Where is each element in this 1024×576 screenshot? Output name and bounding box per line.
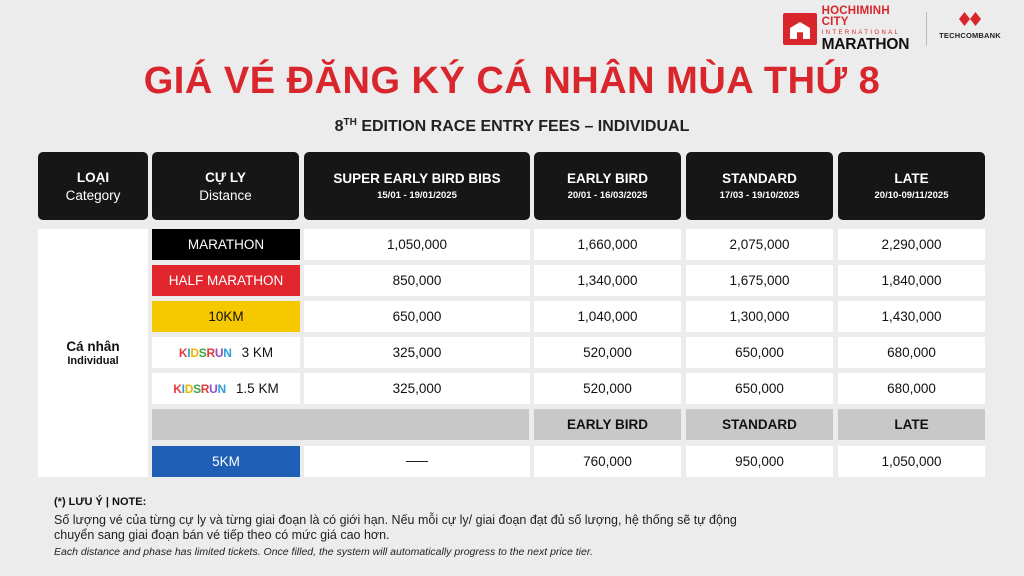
price-cell: 325,000 (304, 373, 530, 404)
distance-10km: 10KM (152, 301, 300, 332)
price-cell: 650,000 (686, 373, 833, 404)
kidsrun-logo: KIDSRUN (178, 345, 232, 360)
price-cell: 1,675,000 (686, 265, 833, 296)
header-distance (152, 152, 299, 220)
header-late (838, 152, 985, 220)
header-super-early-dates: 15/01 - 19/01/2025 (377, 190, 457, 201)
distance-kids-3km (152, 337, 300, 368)
header-late-label: LATE (894, 171, 929, 186)
price-cell: 850,000 (304, 265, 530, 296)
price-cell: 2,075,000 (686, 229, 833, 260)
subheader-early: EARLY BIRD (534, 409, 681, 440)
category-vi: Cá nhân (66, 339, 120, 354)
price-cell: 950,000 (686, 446, 833, 477)
note-english: Each distance and phase has limited tickets. Once filled, the system will automatically progress to the next price tier. (54, 546, 593, 558)
category-cell (38, 229, 148, 477)
hcmc-marathon-logo (783, 4, 919, 53)
note-vietnamese (54, 513, 994, 543)
price-cell: 650,000 (686, 337, 833, 368)
price-cell: 1,040,000 (534, 301, 681, 332)
header-category-vi: LOẠI (76, 169, 110, 185)
price-cell: 1,340,000 (534, 265, 681, 296)
techcombank-logo (930, 12, 1010, 46)
header-super-early-label: SUPER EARLY BIRD BIBS (333, 171, 501, 186)
distance-label: 1.5 KM (235, 381, 279, 396)
price-cell: 1,660,000 (534, 229, 681, 260)
price-cell: 1,430,000 (838, 301, 985, 332)
subheader-spacer (152, 409, 529, 440)
price-cell: 680,000 (838, 337, 985, 368)
price-cell: 1,050,000 (304, 229, 530, 260)
header-early-label: EARLY BIRD (566, 171, 649, 186)
header-distance-vi: CỰ LY (205, 169, 246, 185)
kidsrun-logo: KIDSRUN (173, 381, 226, 396)
header-standard (686, 152, 833, 220)
price-cell: 680,000 (838, 373, 985, 404)
price-cell: 1,300,000 (686, 301, 833, 332)
distance-kids-1-5km (152, 373, 300, 404)
price-cell: 325,000 (304, 337, 530, 368)
price-cell: 520,000 (534, 337, 681, 368)
header-late-dates: 20/10-09/11/2025 (874, 190, 949, 201)
header-early-dates: 20/01 - 16/03/2025 (567, 190, 648, 201)
header-early (534, 152, 681, 220)
distance-label: 3 KM (241, 345, 274, 360)
sponsor-name: TECHCOMBANK (939, 31, 1001, 40)
header-category-en: Category (65, 187, 121, 203)
price-cell: 650,000 (304, 301, 530, 332)
category-en: Individual (67, 355, 119, 367)
price-cell: 760,000 (534, 446, 681, 477)
subheader-late: LATE (838, 409, 985, 440)
page-title: GIÁ VÉ ĐĂNG KÝ CÁ NHÂN MÙA THỨ 8 (143, 60, 881, 102)
header-standard-dates: 17/03 - 19/10/2025 (719, 190, 800, 201)
header-distance-en: Distance (199, 187, 252, 203)
note-vi-line1: Số lượng vé của từng cự ly và từng giai đoạn là có giới hạn. Nếu mỗi cự ly/ giai đoạn đạt đủ số lượng, hệ thống sẽ tự động (54, 513, 737, 527)
price-cell: 1,050,000 (838, 446, 985, 477)
dash-icon (406, 461, 428, 463)
distance-marathon: MARATHON (152, 229, 300, 260)
logo-line-international: INTERNATIONAL (821, 29, 901, 36)
note-vi-line2: chuyển sang giai đoạn bán vé tiếp theo có mức giá cao hơn. (54, 528, 390, 542)
header-super-early (304, 152, 530, 220)
price-cell: 1,840,000 (838, 265, 985, 296)
techcombank-diamond-icon (959, 12, 981, 26)
logo-line-city: HOCHIMINH CITY (821, 4, 890, 29)
price-cell-empty (304, 446, 530, 477)
hcmc-building-icon (783, 13, 817, 45)
logo-divider (926, 12, 927, 46)
distance-5km: 5KM (152, 446, 300, 477)
note-title: (*) LƯU Ý | NOTE: (54, 496, 147, 508)
subtitle-ordinal: TH (343, 117, 357, 128)
subtitle-text: EDITION RACE ENTRY FEES – INDIVIDUAL (356, 118, 690, 135)
header-standard-label: STANDARD (722, 171, 797, 186)
distance-half-marathon: HALF MARATHON (152, 265, 300, 296)
subtitle-number: 8 (334, 118, 344, 135)
notes-section (54, 496, 994, 558)
page-subtitle (0, 117, 1024, 136)
subheader-standard: STANDARD (686, 409, 833, 440)
header-category (38, 152, 148, 220)
price-cell: 520,000 (534, 373, 681, 404)
logo-line-marathon: MARATHON (821, 35, 910, 53)
price-cell: 2,290,000 (838, 229, 985, 260)
